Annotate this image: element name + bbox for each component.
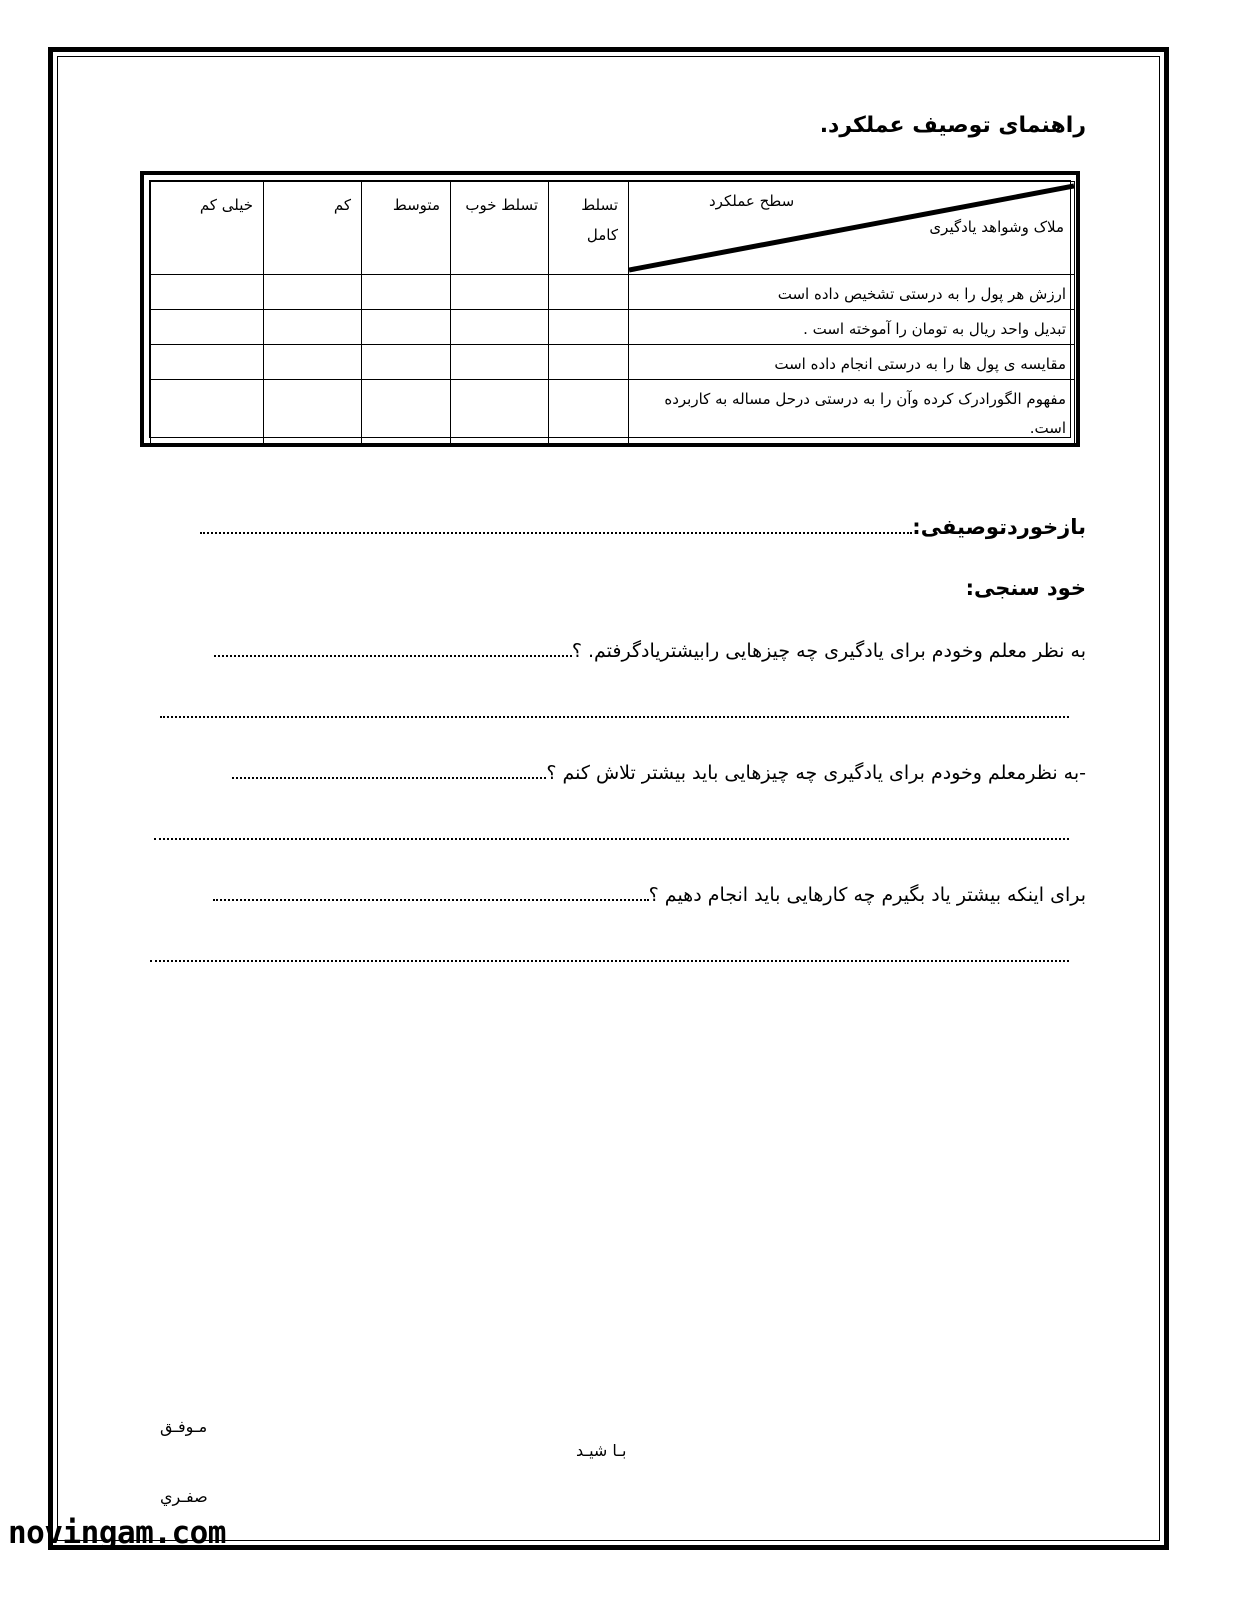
question-1-blank[interactable]: [214, 655, 572, 657]
rubric-cell: [362, 380, 451, 444]
rubric-cell: [549, 380, 629, 444]
header-learning-criteria: ملاک وشواهد یادگیری: [929, 218, 1064, 236]
site-watermark: novingam.com: [8, 1515, 226, 1551]
rubric-table: [140, 171, 1080, 447]
level-good-mastery: تسلط خوب: [451, 182, 549, 275]
rubric-row: [151, 380, 1075, 444]
level-full-mastery: تسلط کامل: [549, 182, 629, 275]
question-2-text: -به نظرمعلم وخودم برای یادگیری چه چیزهایی باید بیشتر تلاش کنم ؟: [546, 762, 1086, 784]
signature-word-3: صفـري: [160, 1487, 208, 1506]
feedback-label: بازخوردتوصیفی:: [912, 515, 1086, 539]
rubric-cell: [151, 345, 264, 380]
criterion-text: تبدیل واحد ریال به تومان را آموخته است .: [629, 310, 1075, 345]
rubric-cell: [151, 380, 264, 444]
rubric-cell: [451, 275, 549, 310]
signature-word-1: مـوفـق: [160, 1417, 208, 1436]
rubric-cell: [362, 275, 451, 310]
level-very-low: خیلی کم: [151, 182, 264, 275]
question-3-blank[interactable]: [213, 899, 649, 901]
level-low: کم: [264, 182, 362, 275]
rubric-header-row: [151, 182, 1075, 275]
criterion-text: مقایسه ی پول ها را به درستی انجام داده است: [629, 345, 1075, 380]
rubric-cell: [264, 380, 362, 444]
feedback-line: [200, 515, 1086, 539]
rubric-grid: [150, 181, 1075, 444]
question-1: [214, 640, 1086, 662]
criterion-text: ارزش هر پول را به درستی تشخیص داده است: [629, 275, 1075, 310]
rubric-cell: [151, 275, 264, 310]
rubric-cell: [362, 310, 451, 345]
question-2-blank[interactable]: [232, 777, 546, 779]
selfcheck-label: خود سنجی:: [965, 576, 1086, 600]
question-2: [232, 762, 1086, 784]
question-3-text: برای اینکه بیشتر یاد بگیرم چه کارهایی باید انجام دهیم ؟: [648, 884, 1086, 906]
page-heading: راهنمای توصیف عملکرد.: [819, 113, 1086, 138]
rubric-inner-frame: [149, 180, 1071, 438]
rubric-cell: [549, 310, 629, 345]
rubric-diagonal-header: [629, 182, 1075, 275]
rubric-cell: [451, 310, 549, 345]
rubric-cell: [451, 380, 549, 444]
rubric-cell: [264, 310, 362, 345]
rubric-cell: [549, 345, 629, 380]
rubric-row: [151, 345, 1075, 380]
header-performance-level: سطح عملکرد: [709, 192, 795, 210]
level-average: متوسط: [362, 182, 451, 275]
feedback-blank[interactable]: [200, 532, 912, 534]
rubric-row: [151, 310, 1075, 345]
rubric-cell: [549, 275, 629, 310]
rubric-row: [151, 275, 1075, 310]
criterion-text: مفهوم الگورادرک کرده وآن را به درستی درحل مساله به کاربرده است.: [629, 380, 1075, 444]
rubric-cell: [362, 345, 451, 380]
rubric-cell: [151, 310, 264, 345]
question-3: [213, 884, 1086, 906]
signature-word-2: بـا شیـد: [576, 1441, 627, 1460]
answer-3-line[interactable]: [150, 960, 1069, 962]
rubric-cell: [264, 345, 362, 380]
rubric-cell: [451, 345, 549, 380]
question-1-text: به نظر معلم وخودم برای یادگیری چه چیزهایی رابیشتریادگرفتم. ؟: [571, 640, 1086, 662]
rubric-cell: [264, 275, 362, 310]
answer-1-line[interactable]: [160, 716, 1069, 718]
answer-2-line[interactable]: [154, 838, 1069, 840]
